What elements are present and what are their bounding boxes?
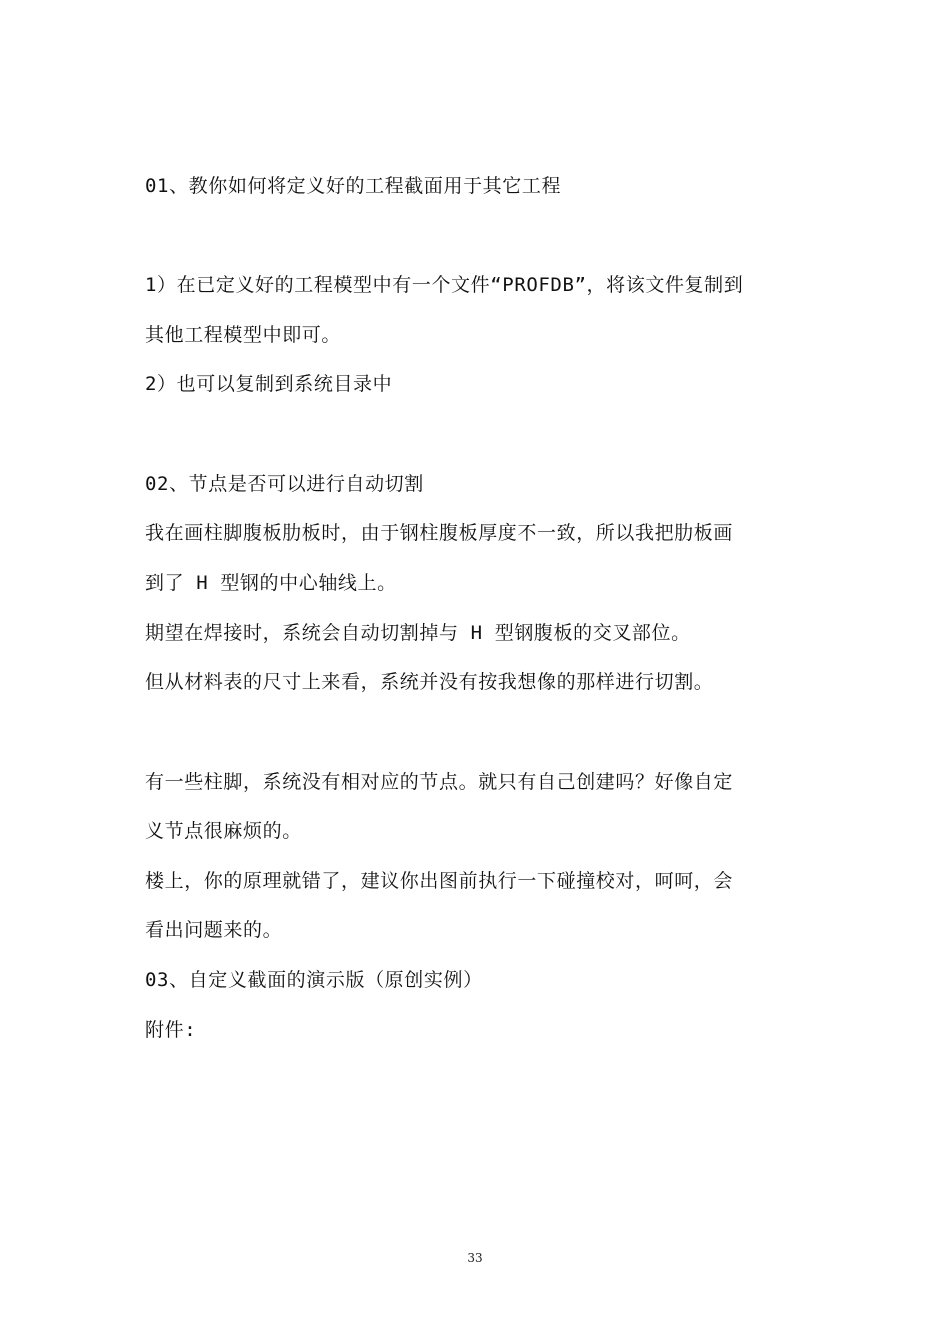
attachment-label: 附件:: [145, 1019, 197, 1041]
heading-02: 02、节点是否可以进行自动切割: [145, 473, 424, 495]
paragraph-line: 看出问题来的。: [145, 919, 283, 941]
paragraph-line: 楼上，你的原理就错了，建议你出图前执行一下碰撞校对，呵呵，会: [145, 870, 734, 892]
paragraph-line: 到了 H 型钢的中心轴线上。: [145, 572, 397, 594]
paragraph-line: 有一些柱脚，系统没有相对应的节点。就只有自己创建吗？好像自定: [145, 771, 734, 793]
heading-01: 01、教你如何将定义好的工程截面用于其它工程: [145, 175, 562, 197]
paragraph-line: 其他工程模型中即可。: [145, 324, 342, 346]
paragraph-line: 但从材料表的尺寸上来看，系统并没有按我想像的那样进行切割。: [145, 671, 714, 693]
page-number: 33: [467, 1251, 483, 1265]
heading-03: 03、自定义截面的演示版（原创实例）: [145, 969, 483, 991]
paragraph-line: 期望在焊接时，系统会自动切割掉与 H 型钢腹板的交叉部位。: [145, 622, 691, 644]
paragraph-line: 我在画柱脚腹板肋板时，由于钢柱腹板厚度不一致，所以我把肋板画: [145, 522, 734, 544]
paragraph-line: 1）在已定义好的工程模型中有一个文件“PROFDB”，将该文件复制到: [145, 274, 744, 296]
paragraph-line: 义节点很麻烦的。: [145, 820, 302, 842]
paragraph-line: 2）也可以复制到系统目录中: [145, 373, 393, 395]
